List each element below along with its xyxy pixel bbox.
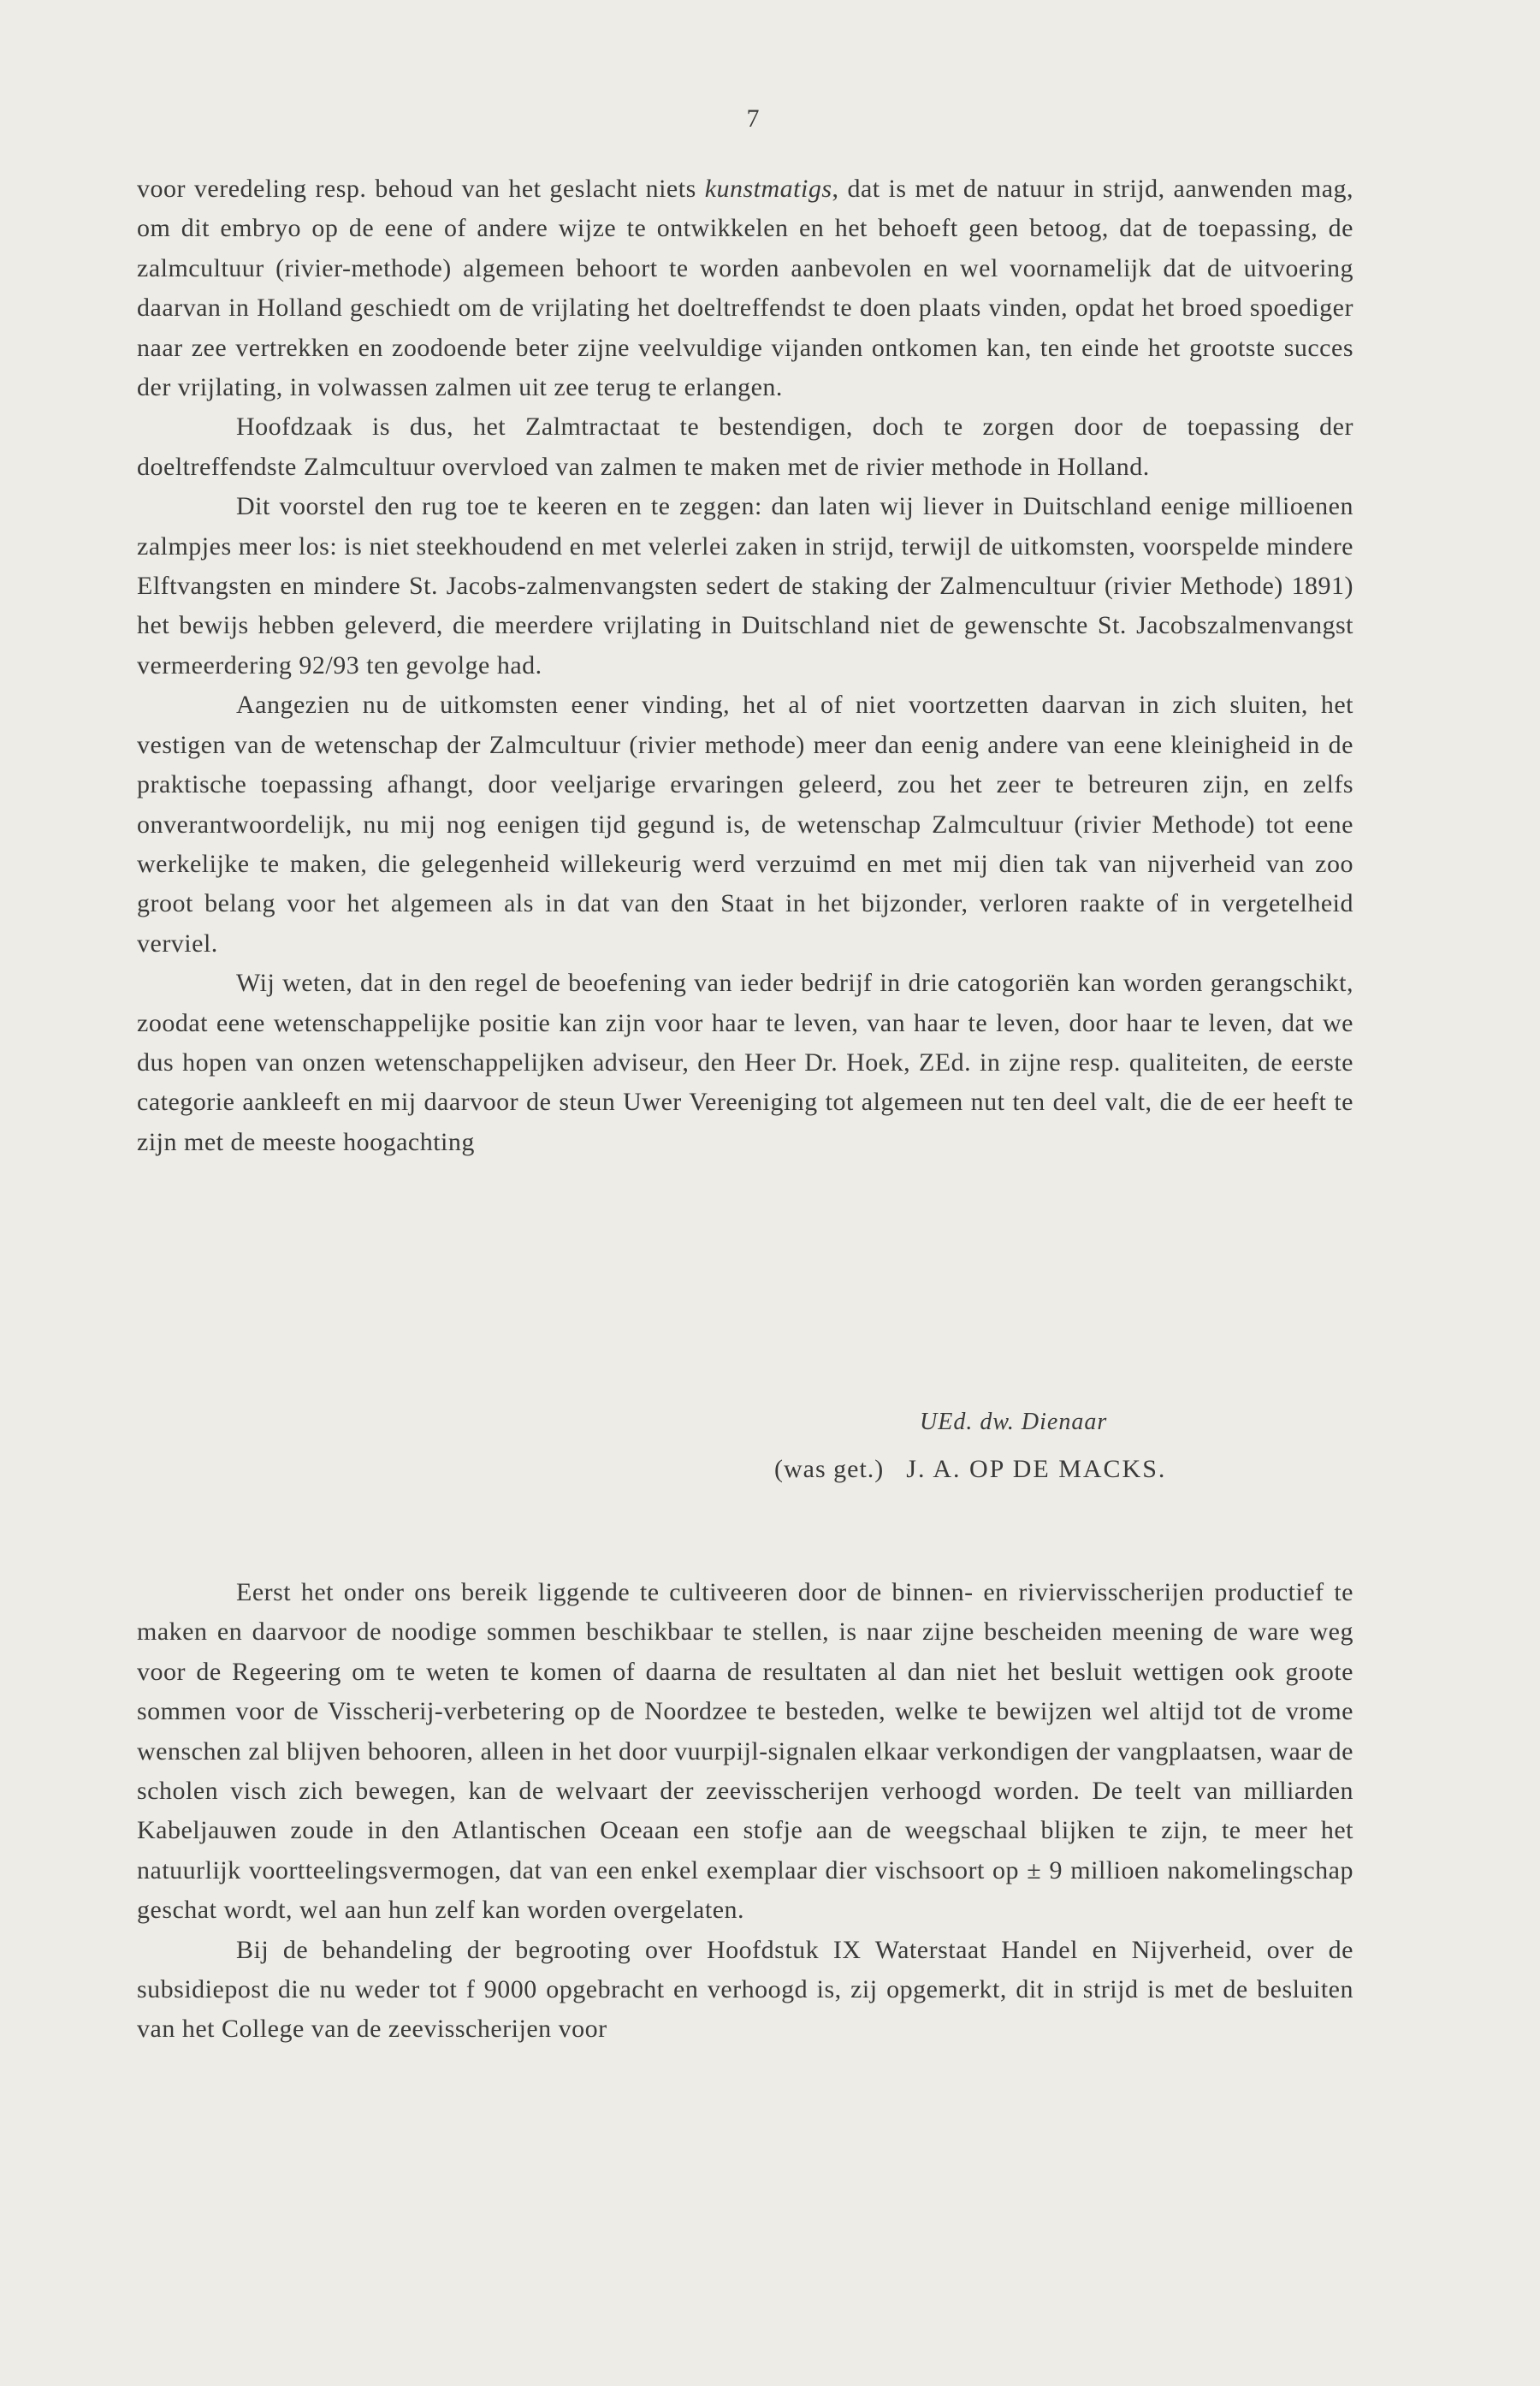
paragraph: Aangezien nu de uitkomsten eener vinding, het al of niet voortzetten daarvan in zich sluiten, het vestigen van de wetenschap der Zalmcultuur (rivier methode) meer dan eenig andere van eene kleinigheid in de praktische toepassing afhangt, door veeljarige ervaringen geleerd, zou het zeer te betreuren zijn, en zelfs onverantwoordelijk, nu mij nog eenigen tijd gegund is, de wetenschap Zalmcultuur (rivier Methode) tot eene werkelijke te maken, die gelegenheid willekeurig werd verzuimd en met mij dien tak van nijverheid van zoo groot belang voor het algemeen als in dat van den Staat in het bijzonder, verloren raakte of in vergetelheid verviel.: [137, 691, 1353, 958]
paragraph: Dit voorstel den rug toe te keeren en te zeggen: dan laten wij liever in Duitschland eenige millioenen zalmpjes meer los: is niet steekhoudend en met velerlei zaken in strijd, terwijl de uitkomsten, voorspelde mindere Elftvangsten en mindere St. Jacobs-zalmenvangsten sedert de staking der Zalmencultuur (rivier Methode) 1891) het bewijs hebben geleverd, die meerdere vrijlating in Duitschland niet de gewenschte St. Jacobszalmenvangst vermeerdering 92/93 ten gevolge had.: [137, 492, 1353, 680]
signature-closing: UEd. dw. Dienaar: [920, 1409, 1108, 1435]
letter-body: [137, 169, 1353, 1162]
emphasized-word: kunstmatigs: [704, 175, 832, 203]
paragraph: Eerst het onder ons bereik liggende te cultiveeren door de binnen- en riviervisscherijen productief te maken en daarvoor de noodige sommen beschikbaar te stellen, is naar zijne bescheiden meening de ware weg voor de Regeering om te weten te komen of daarna de resultaten al dan niet het besluit wettigen ook groote sommen voor de Visscherij-verbetering op de Noordzee te besteden, welke te bewijzen wel altijd tot de vrome wenschen zal blijven behooren, alleen in het door vuurpijl-signalen elkaar verkondigen der vangplaatsen, waar de scholen visch zich bewegen, kan de welvaart der zeevisscherijen verhoogd worden. De teelt van milliarden Kabeljauwen zoude in den Atlantischen Oceaan een stofje aan de weegschaal blijken te zijn, te meer het natuurlijk voortteelingsvermogen, dat van een enkel exemplaar dier vischsoort op ± 9 millioen nakomelingschap geschat wordt, wel aan hun zelf kan worden overgelaten.: [137, 1578, 1353, 1925]
paragraph: Wij weten, dat in den regel de beoefening van ieder bedrijf in drie catogoriën kan worden gerangschikt, zoodat eene wetenschappelijke positie kan zijn voor haar te leven, van haar te leven, door haar te leven, dat we dus hopen van onzen wetenschappelijken adviseur, den Heer Dr. Hoek, ZEd. in zijne resp. qualiteiten, de eerste categorie aankleeft en mij daarvoor de steun Uwer Vereeniging tot algemeen nut ten deel valt, die de eer heeft te zijn met de meeste hoogachting: [137, 969, 1353, 1156]
paragraph: Hoofdzaak is dus, het Zalmtractaat te bestendigen, doch te zorgen door de toepassing der doeltreffendste Zalmcultuur overvloed van zalmen te maken met de rivier methode in Holland.: [137, 413, 1353, 481]
paragraph: voor veredeling resp. behoud van het geslacht niets kunstmatigs, dat is met de natuur in strijd, aanwenden mag, om dit embryo op de eene of andere wijze te ontwikkelen en het behoeft geen betoog, dat de toepassing, de zalmcultuur (rivier-methode) algemeen behoort te worden aanbevolen en wel voornamelijk dat de uitvoering daarvan in Holland geschiedt om de vrijlating het doeltreffendst te doen plaats vinden, opdat het broed spoediger naar zee vertrekken en zoodoende beter zijne veelvuldige vijanden ontkomen kan, ten einde het grootste succes der vrijlating, in volwassen zalmen uit zee terug te erlangen.: [137, 175, 1354, 402]
signature-line: [774, 1455, 1373, 1484]
second-section-body: [137, 1573, 1353, 2050]
page-number: 7: [746, 104, 760, 133]
paragraph: Bij de behandeling der begrooting over Hoofdstuk IX Waterstaat Handel en Nijverheid, over de subsidiepost die nu weder tot f 9000 opgebracht en verhoogd is, zij opgemerkt, dit in strijd is met de besluiten van het College van de zeevisscherijen voor: [137, 1935, 1353, 2044]
signature-name: J. A. OP DE MACKS.: [906, 1455, 1167, 1483]
signature-prefix: (was get.): [774, 1455, 885, 1483]
